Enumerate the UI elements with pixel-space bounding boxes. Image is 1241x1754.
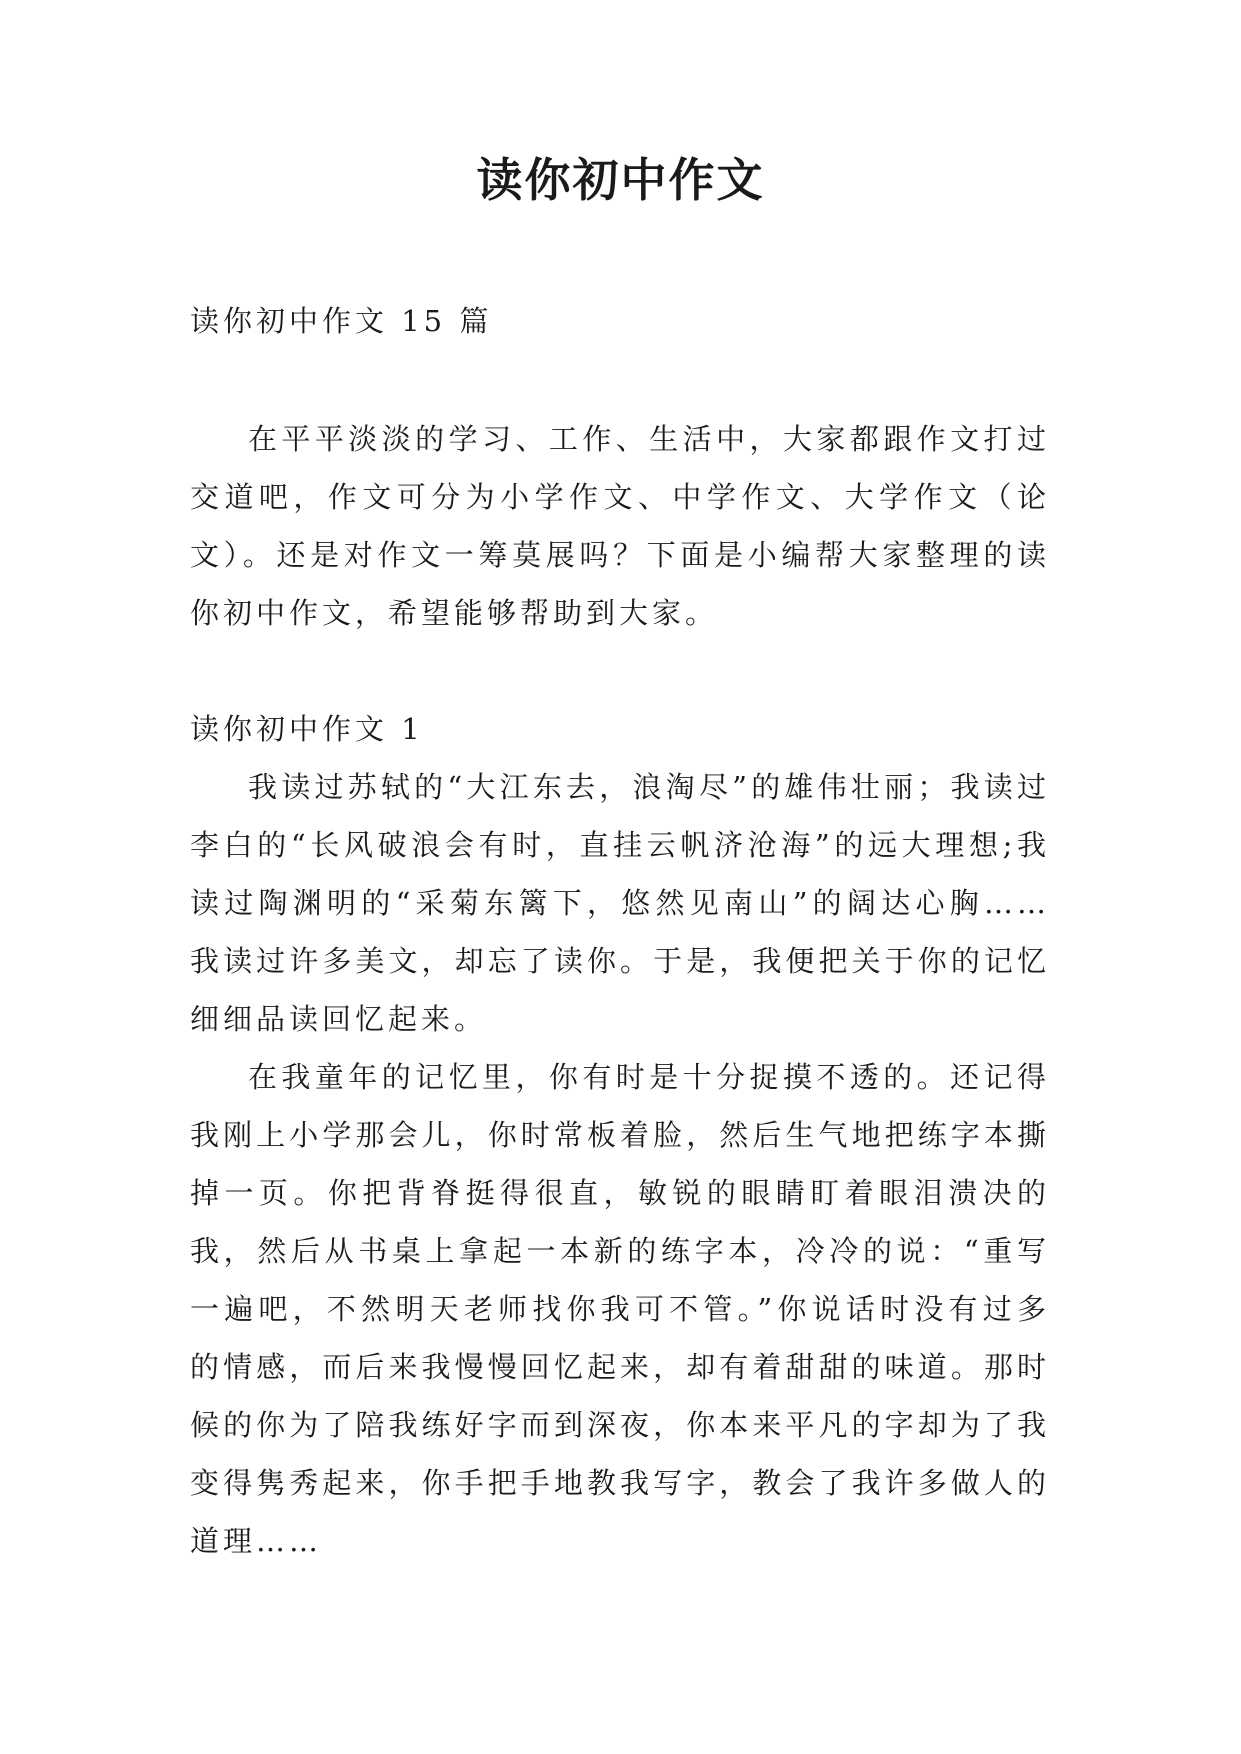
section-heading: 读你初中作文 1 xyxy=(190,712,424,746)
document-body xyxy=(190,292,1050,1570)
section-paragraph: 我读过苏轼的“大江东去，浪淘尽”的雄伟壮丽；我读过李白的“长风破浪会有时，直挂云帆济沧海”的远大理想;我读过陶渊明的“采菊东篱下，悠然见南山”的阔达心胸……我读过许多美文，却忘了读你。于是，我便把关于你的记忆细细品读回忆起来。 xyxy=(190,770,1050,1036)
spacer xyxy=(190,350,1050,410)
document-title: 读你初中作文 xyxy=(476,153,765,207)
spacer xyxy=(190,642,1050,700)
section-paragraph: 在我童年的记忆里，你有时是十分捉摸不透的。还记得我刚上小学那会儿，你时常板着脸，然后生气地把练字本撕掉一页。你把背脊挺得很直，敏锐的眼睛盯着眼泪溃决的我，然后从书桌上拿起一本新的练字本，冷冷的说：“重写一遍吧，不然明天老师找你我可不管。”你说话时没有过多的情感，而后来我慢慢回忆起来，却有着甜甜的味道。那时候的你为了陪我练好字而到深夜，你本来平凡的字却为了我变得隽秀起来，你手把手地教我写字，教会了我许多做人的道理…… xyxy=(190,1060,1050,1558)
intro-paragraph: 在平平淡淡的学习、工作、生活中，大家都跟作文打过交道吧，作文可分为小学作文、中学作文、大学作文（论文）。还是对作文一筹莫展吗？下面是小编帮大家整理的读你初中作文，希望能够帮助到大家。 xyxy=(190,422,1050,630)
document-subtitle: 读你初中作文 15 篇 xyxy=(190,304,493,338)
